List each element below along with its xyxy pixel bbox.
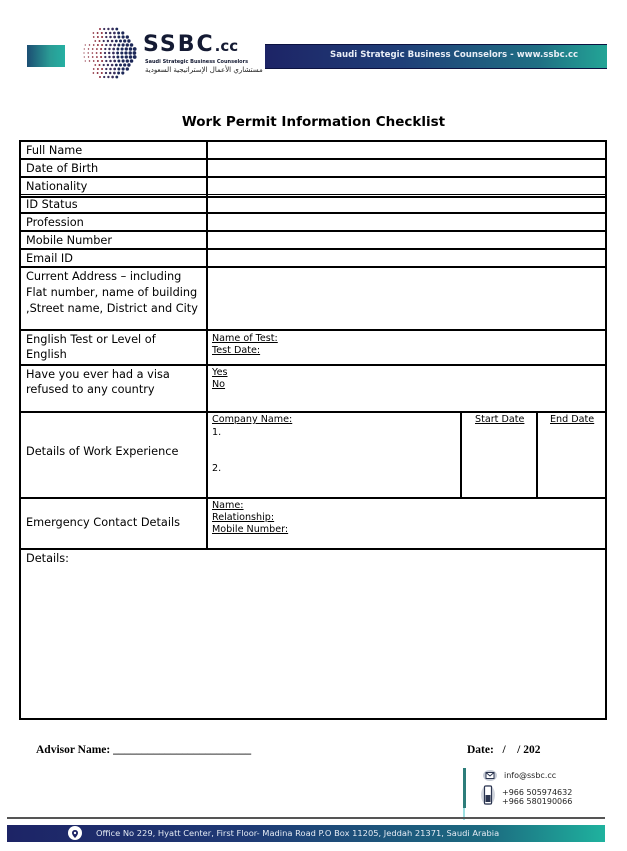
details-field[interactable] [21,568,605,718]
emergency-mobile-field[interactable]: Mobile Number: [212,524,289,535]
page-title: Work Permit Information Checklist [181,114,446,130]
logo-dot [99,28,101,30]
logo-dot [107,76,109,78]
logo-dot [84,48,85,49]
logo-dot [133,51,137,55]
logo-dot [108,48,110,50]
logo-dot [122,35,125,38]
visa-option-no[interactable]: No [212,379,226,390]
logo-subtitle: Saudi Strategic Business Counselors [145,59,249,65]
logo-dot [94,64,96,66]
visa-option-yes[interactable]: Yes [212,367,228,378]
label-address-line: ,Street name, District and City [26,302,198,315]
logo-dot [105,72,107,74]
nationality-field[interactable] [209,178,605,194]
logo-dot [117,36,120,39]
logo-dot [97,44,99,46]
logo-dot [103,40,105,42]
logo-dot [103,76,105,78]
logo-dot [129,55,133,59]
logo-dot [96,56,98,58]
logo-dot [115,40,118,43]
label-full-name: Full Name [26,144,83,157]
logo-dot [121,71,124,74]
footer-address: Office No 229, Hyatt Center, First Floor- Madina Road P.O Box 11205, Jeddah 21371, Saudi Arabia [96,828,500,838]
logo-dot [112,52,115,55]
logo-dot [107,64,109,66]
logo-dot [126,43,129,46]
logo-dot [108,52,110,54]
label-english: English [26,348,67,361]
logo-dot [113,60,116,63]
logo-dot [100,48,102,50]
logo-dot [133,55,137,59]
logo-dot [94,40,96,42]
footer-divider [7,817,605,819]
row-divider [19,411,607,413]
contact-divider [463,768,466,808]
date-field[interactable]: Date: / / 202 [467,744,541,756]
advisor-name-field[interactable]: Advisor Name: ________________________ [36,744,252,756]
label-details: Details: [26,552,69,565]
logo-dot [101,32,103,34]
logo-dot [105,44,107,46]
logo-dot [124,51,127,54]
company-entry-2[interactable]: 2. [212,463,222,474]
logo-dot [101,68,103,70]
logo-dot [119,63,122,66]
name-of-test-field[interactable]: Name of Test: [212,333,278,344]
logo-dot [112,48,115,51]
logo-dot [127,63,130,66]
label-email-id: Email ID [26,252,73,265]
logo-dot [116,52,119,55]
logo-dot [128,51,132,55]
logo-dot [111,76,114,79]
logo-dot [83,52,84,53]
header-banner-text: Saudi Strategic Business Counselors - www.ssbc.cc [330,50,579,60]
end-date-header: End Date [550,414,595,425]
logo-dot [117,72,120,75]
label-id-status: ID Status [26,198,78,211]
logo-dot [112,56,115,59]
row-divider [19,548,607,550]
logo-dot [100,52,102,54]
logo-dot [108,56,110,58]
logo-dot [99,40,101,42]
globe-logo-icon [72,27,140,83]
logo-dot [127,39,130,42]
logo-dot [103,64,105,66]
address-field[interactable] [209,268,605,329]
logo-title: SSBC.cc [143,32,239,57]
logo-dot [93,44,95,46]
logo-dot [101,60,103,62]
logo-dot [104,52,106,54]
label-visa-refused: refused to any country [26,383,155,396]
logo-dot [133,47,137,51]
label-address-line: Flat number, name of building [26,286,198,299]
logo-dot [116,56,119,59]
logo-dot [93,60,95,62]
logo-dot [100,56,102,58]
label-nationality: Nationality [26,180,88,193]
logo-dot [123,39,126,42]
logo-dot [105,60,107,62]
logo-dot [92,52,94,54]
logo-dot [89,44,90,45]
emergency-relationship-field[interactable]: Relationship: [212,512,275,523]
email-id-field[interactable] [209,250,605,266]
logo-dot [126,35,129,38]
logo-dot [126,59,129,62]
logo-dot [122,43,125,46]
logo-dot [88,52,89,53]
logo-dot [104,48,106,50]
row-divider [19,329,607,331]
logo-dot [117,60,120,63]
logo-dot [123,63,126,66]
contact-email: info@ssbc.cc [504,771,557,780]
logo-dot [97,60,99,62]
logo-dot [101,72,103,74]
logo-dot [85,60,86,61]
logo-dot [115,64,118,67]
logo-dot [107,28,109,30]
logo-dot [120,51,123,54]
row-divider [19,364,607,366]
logo-dot [85,44,86,45]
logo-dot [115,76,118,79]
full-name-field[interactable] [209,142,605,158]
header-accent-bar [27,45,65,67]
logo-dot [88,48,89,49]
contact-phone: +966 580190066 [502,797,573,806]
location-pin-icon [68,826,82,840]
logo-dot [88,56,89,57]
logo-dot [84,56,85,57]
label-address-line: Current Address – including [26,270,182,283]
logo-dot [109,32,112,35]
logo-dot [103,28,105,30]
label-english: English Test or Level of [26,333,156,346]
start-date-header: Start Date [475,414,525,425]
logo-dot [125,55,128,58]
profession-field[interactable] [209,214,605,230]
logo-dot [109,44,112,47]
logo-dot [113,72,116,75]
logo-dot [96,52,98,54]
logo-dot [93,36,95,38]
label-work-experience: Details of Work Experience [26,445,179,458]
id-status-field[interactable] [209,198,605,212]
logo-dot [111,28,114,31]
logo-dot [93,32,95,34]
logo-dot [99,76,101,78]
column-divider [460,412,462,499]
test-date-field[interactable]: Test Date: [212,345,261,356]
logo-dot [101,44,103,46]
logo-dot [97,36,99,38]
logo-dot [121,47,124,50]
mobile-number-field[interactable] [209,232,605,248]
logo-dot [121,31,124,34]
label-profession: Profession [26,216,84,229]
logo-dot [119,39,122,42]
logo-dot [121,55,124,58]
contact-phone: +966 505974632 [502,788,573,797]
logo-dot [109,60,112,63]
logo-dot [105,68,107,70]
logo-dot [130,59,134,63]
logo-dot [97,68,99,70]
logo-dot [111,40,114,43]
logo-dot [117,32,120,35]
logo-dot [96,48,98,50]
logo-dot [101,36,103,38]
logo-dot [116,48,119,51]
company-entry-1[interactable]: 1. [212,427,222,438]
logo-dot [109,72,112,75]
envelope-icon [483,770,497,781]
logo-dot [113,36,116,39]
logo-dot [130,43,134,47]
logo-dot [117,68,120,71]
logo-dot [117,44,120,47]
logo-dot [97,32,99,34]
column-divider [206,140,208,550]
logo-dot [92,48,94,50]
logo-dot [122,67,125,70]
company-name-header: Company Name: [212,414,293,425]
logo-dot [104,56,106,58]
row-divider [19,497,607,499]
logo-dot [125,47,128,50]
logo-dot [111,64,114,67]
column-divider [536,412,538,499]
logo-dot [92,56,94,58]
logo-dot [105,36,107,38]
row-divider [19,194,607,195]
logo-dot [109,68,112,71]
logo-dot [99,64,101,66]
label-date-of-birth: Date of Birth [26,162,99,175]
logo-dot [122,59,125,62]
logo-dot [97,72,99,74]
emergency-name-field[interactable]: Name: [212,500,244,511]
logo-dot [126,67,129,70]
logo-dot [113,32,116,35]
logo-dot [89,60,90,61]
logo-dot [113,68,116,71]
logo-dot [113,44,116,47]
label-mobile-number: Mobile Number [26,234,113,247]
logo-dot [107,40,109,42]
logo-dot [115,28,118,31]
date-of-birth-field[interactable] [209,160,605,176]
logo-dot [93,68,95,70]
phone-icon [481,784,495,806]
logo-dot [93,72,95,74]
logo-dot [109,36,112,39]
logo-arabic-text: مستشاري الأعمال الإستراتيجية السعودية [145,66,263,74]
logo-dot [129,47,133,51]
label-emergency-contact: Emergency Contact Details [26,516,181,529]
logo-dot [105,32,107,34]
label-visa-refused: Have you ever had a visa [26,368,170,381]
